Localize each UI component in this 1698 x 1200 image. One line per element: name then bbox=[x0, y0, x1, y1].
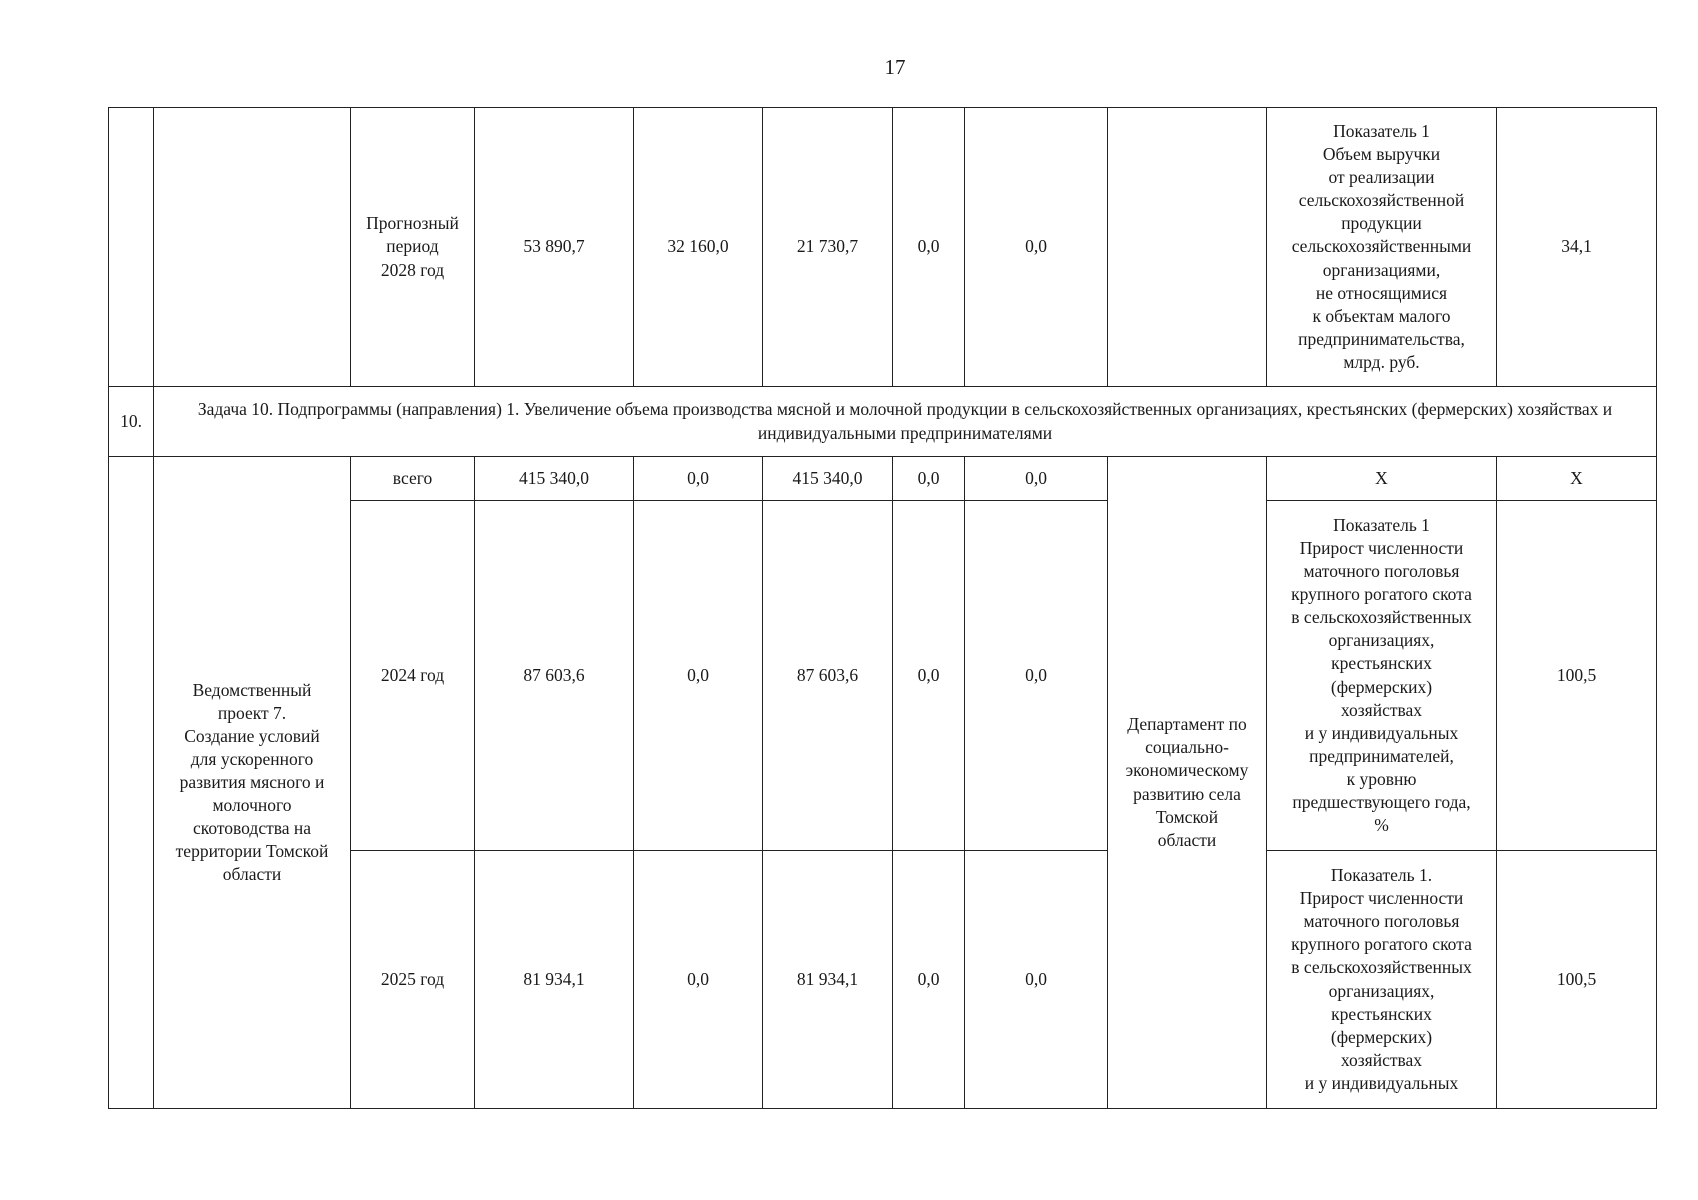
cell-extrabudget: 0,0 bbox=[965, 457, 1108, 501]
cell-indicator-value: 100,5 bbox=[1497, 851, 1657, 1109]
cell-total: 81 934,1 bbox=[475, 851, 634, 1109]
cell-extrabudget: 0,0 bbox=[965, 108, 1108, 387]
cell-number-empty bbox=[109, 457, 154, 1109]
cell-period: 2025 год bbox=[351, 851, 475, 1109]
cell-indicator: Показатель 1. Прирост численности маточного поголовья крупного рогатого скота в сельскохозяйственных организациях, крестьянских (фермерских) хозяйствах и у индивидуальных bbox=[1267, 851, 1497, 1109]
cell-task-text: Задача 10. Подпрограммы (направления) 1. Увеличение объема производства мясной и молочной продукции в сельскохозяйственных организациях, крестьянских (фермерских) хозяйствах и индивидуальными предпринимателями bbox=[154, 387, 1657, 457]
cell-local: 0,0 bbox=[893, 457, 965, 501]
cell-executor: Департамент по социально- экономическому развитию села Томской области bbox=[1108, 457, 1267, 1109]
cell-event-empty bbox=[154, 108, 351, 387]
cell-federal: 0,0 bbox=[634, 501, 763, 851]
cell-indicator: X bbox=[1267, 457, 1497, 501]
cell-period: 2024 год bbox=[351, 501, 475, 851]
cell-period: Прогнозный период 2028 год bbox=[351, 108, 475, 387]
cell-period: всего bbox=[351, 457, 475, 501]
cell-regional: 81 934,1 bbox=[763, 851, 893, 1109]
cell-total: 415 340,0 bbox=[475, 457, 634, 501]
cell-task-number: 10. bbox=[109, 387, 154, 457]
cell-federal: 0,0 bbox=[634, 457, 763, 501]
cell-local: 0,0 bbox=[893, 851, 965, 1109]
cell-regional: 21 730,7 bbox=[763, 108, 893, 387]
cell-federal: 0,0 bbox=[634, 851, 763, 1109]
table-row-forecast-2028 bbox=[109, 108, 1657, 387]
program-table bbox=[108, 107, 1657, 1109]
cell-indicator: Показатель 1 Прирост численности маточного поголовья крупного рогатого скота в сельскохозяйственных организациях, крестьянских (фермерских) хозяйствах и у индивидуальных предпринимателей, к уровню предшествующего года, % bbox=[1267, 501, 1497, 851]
cell-project-name: Ведомственный проект 7. Создание условий для ускоренного развития мясного и молочного скотоводства на территории Томской области bbox=[154, 457, 351, 1109]
cell-indicator: Показатель 1 Объем выручки от реализации сельскохозяйственной продукции сельскохозяйственными организациями, не относящимися к объектам малого предпринимательства, млрд. руб. bbox=[1267, 108, 1497, 387]
cell-federal: 32 160,0 bbox=[634, 108, 763, 387]
page-number: 17 bbox=[884, 55, 906, 79]
cell-total: 87 603,6 bbox=[475, 501, 634, 851]
cell-indicator-value: 34,1 bbox=[1497, 108, 1657, 387]
cell-indicator-value: X bbox=[1497, 457, 1657, 501]
cell-executor-empty bbox=[1108, 108, 1267, 387]
cell-local: 0,0 bbox=[893, 501, 965, 851]
cell-number-empty bbox=[109, 108, 154, 387]
cell-regional: 415 340,0 bbox=[763, 457, 893, 501]
table-row-task-10 bbox=[109, 387, 1657, 457]
cell-total: 53 890,7 bbox=[475, 108, 634, 387]
table-row-project-total bbox=[109, 457, 1657, 501]
cell-indicator-value: 100,5 bbox=[1497, 501, 1657, 851]
cell-extrabudget: 0,0 bbox=[965, 501, 1108, 851]
cell-extrabudget: 0,0 bbox=[965, 851, 1108, 1109]
cell-local: 0,0 bbox=[893, 108, 965, 387]
cell-regional: 87 603,6 bbox=[763, 501, 893, 851]
